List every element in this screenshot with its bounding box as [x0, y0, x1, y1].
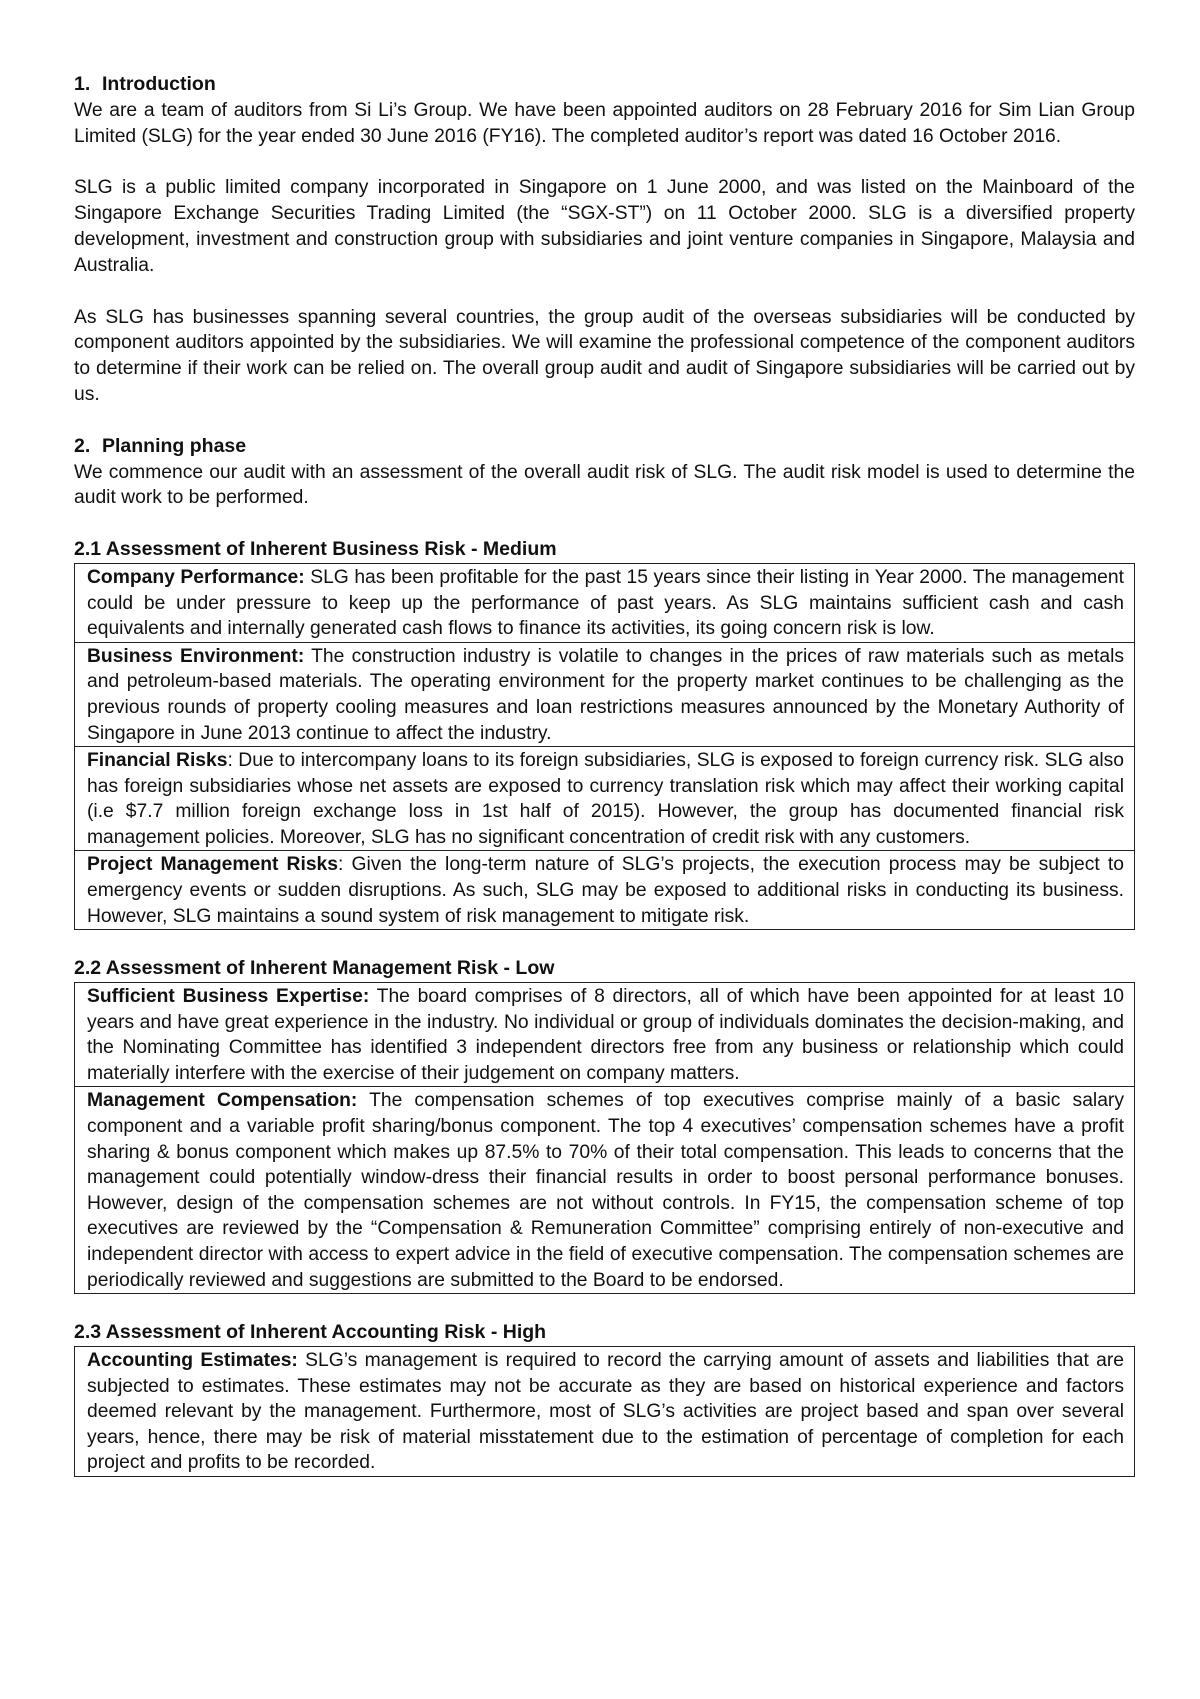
row-label: Project Management Risks — [87, 854, 339, 876]
section-2-number: 2. — [74, 434, 91, 457]
document-page — [74, 72, 1135, 1477]
business-risk-table — [74, 563, 1135, 930]
section-2-title: Planning phase — [102, 434, 247, 457]
table-cell — [75, 642, 1135, 746]
row-text: The construction industry is volatile to changes in the prices of raw materials such as metals and petroleum-based materials. The operating environment for the property market continues to be challenging as the previous rounds of property cooling measures and loan restrictions measures announced by the Monetary Authority of Singapore in June 2013 continue to affect the industry. — [87, 645, 1124, 744]
row-label: Business Environment: — [87, 645, 305, 667]
table-cell — [75, 983, 1135, 1087]
table-row — [75, 642, 1135, 746]
business-risk-heading: 2.1 Assessment of Inherent Business Risk - Medium — [74, 538, 557, 561]
table-row — [75, 983, 1135, 1087]
accounting-risk-heading: 2.3 Assessment of Inherent Accounting Risk - High — [74, 1321, 547, 1344]
table-row — [75, 563, 1135, 642]
table-row — [75, 747, 1135, 851]
table-cell — [75, 747, 1135, 851]
intro-paragraph-3: As SLG has businesses spanning several countries, the group audit of the overseas subsidiaries will be conducted by component auditors appointed by the subsidiaries. We will examine the professional competence of the component auditors to determine if their work can be relied on. The overall group audit and audit of Singapore subsidiaries will be carried out by us. — [74, 306, 1135, 405]
table-row — [75, 1346, 1135, 1476]
table-cell — [75, 1087, 1135, 1294]
row-label: Financial Risks — [87, 750, 228, 772]
row-text: SLG has been profitable for the past 15 years since their listing in Year 2000. The management could be under pressure to keep up the performance of past years. As SLG maintains sufficient cash and cash equivalents and internally generated cash flows to finance its activities, its going concern risk is low. — [87, 566, 1124, 640]
table-cell — [75, 563, 1135, 642]
row-label: Accounting Estimates: — [87, 1349, 298, 1371]
row-label: Management Compensation: — [87, 1090, 358, 1112]
row-text: : Given the long-term nature of SLG’s projects, the execution process may be subject to emergency events or sudden disruptions. As such, SLG may be exposed to additional risks in conducting its business. However, SLG maintains a sound system of risk management to mitigate risk. — [87, 854, 1125, 927]
planning-intro: We commence our audit with an assessment of the overall audit risk of SLG. The audit risk model is used to determine the audit work to be performed. — [74, 461, 1135, 509]
management-risk-heading: 2.2 Assessment of Inherent Management Risk - Low — [74, 957, 555, 980]
row-text: The board comprises of 8 directors, all of which have been appointed for at least 10 years and have great experience in the industry. No individual or group of individuals dominates the decision-making, and the Nominating Committee has identified 3 independent directors free from any business or relationship which could materially interfere with the exercise of their judgement on company matters. — [87, 986, 1124, 1084]
row-text: The compensation schemes of top executives comprise mainly of a basic salary component and a variable profit sharing/bonus component. The top 4 executives’ compensation schemes have a profit sharing & bonus component which makes up 87.5% to 70% of their total compensation. This leads to concerns that the management could potentially window-dress their financial results in order to boost personal performance bonuses. However, design of the compensation schemes are not without controls. In FY15, the compensation scheme of top executives are reviewed by the “Compensation & Remuneration Committee” comprising entirely of non-executive and independent director with access to expert advice in the field of executive compensation. The compensation schemes are periodically reviewed and suggestions are submitted to the Board to be endorsed. — [87, 1090, 1124, 1291]
intro-paragraph-2: SLG is a public limited company incorporated in Singapore on 1 June 2000, and was listed on the Mainboard of the Singapore Exchange Securities Trading Limited (the “SGX-ST”) on 11 October 2000. SLG is a diversified property development, investment and construction group with subsidiaries and joint venture companies in Singapore, Malaysia and Australia. — [74, 177, 1135, 276]
management-risk-table — [74, 982, 1135, 1294]
row-text: SLG’s management is required to record the carrying amount of assets and liabilities that are subjected to estimates. These estimates may not be accurate as they are based on historical experience and factors deemed relevant by the management. Furthermore, most of SLG’s activities are project based and span over several years, hence, there may be risk of material misstatement due to the estimation of percentage of completion for each project and profits to be recorded. — [87, 1349, 1124, 1474]
section-1-title: Introduction — [102, 73, 216, 95]
section-1-number: 1. — [74, 73, 91, 95]
table-cell — [75, 1346, 1135, 1476]
section-1-heading — [74, 72, 1135, 98]
table-row — [75, 1087, 1135, 1294]
intro-paragraph-1: We are a team of auditors from Si Li’s Group. We have been appointed auditors on 28 February 2016 for Sim Lian Group Limited (SLG) for the year ended 30 June 2016 (FY16). The completed auditor’s report was dated 16 October 2016. — [74, 99, 1135, 147]
table-row — [75, 851, 1135, 930]
section-2-heading — [74, 434, 1135, 460]
table-cell — [75, 851, 1135, 930]
row-label: Company Performance: — [87, 566, 305, 588]
row-label: Sufficient Business Expertise: — [87, 986, 370, 1008]
row-text: : Due to intercompany loans to its foreign subsidiaries, SLG is exposed to foreign currency risk. SLG also has foreign subsidiaries whose net assets are exposed to currency translation risk which may affect their working capital (i.e $7.7 million foreign exchange loss in 1st half of 2015). However, the group has documented financial risk management policies. Moreover, SLG has no significant concentration of credit risk with any customers. — [87, 750, 1124, 848]
accounting-risk-table — [74, 1346, 1135, 1477]
